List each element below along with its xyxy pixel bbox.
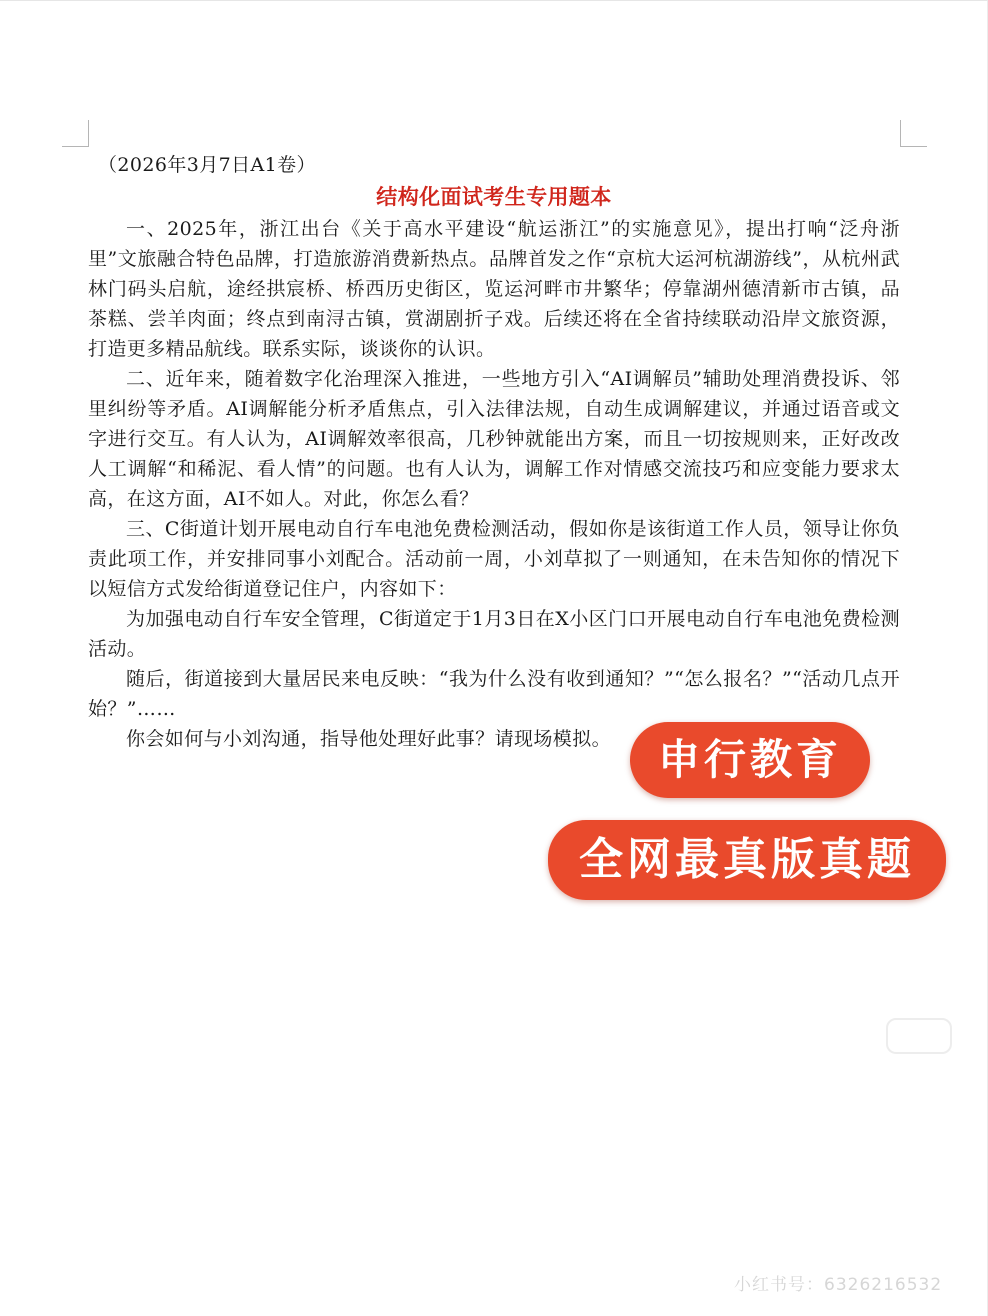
margin-mark-top-right <box>900 120 927 147</box>
page-title: 结构化面试考生专用题本 <box>376 184 612 209</box>
resident-feedback: 随后，街道接到大量居民来电反映：“我为什么没有收到通知？”“怎么报名？”“活动几点开始？”…… <box>88 668 900 720</box>
watermark-icon <box>886 1018 952 1054</box>
notice-content: 为加强电动自行车安全管理，C街道定于1月3日在X小区门口开展电动自行车电池免费检测活动。 <box>88 608 900 660</box>
question-1: 一、2025年，浙江出台《关于高水平建设“航运浙江”的实施意见》，提出打响“泛舟浙里”文旅融合特色品牌，打造旅游消费新热点。品牌首发之作“京杭大运河杭湖游线”，从杭州武林门码头启航，途经拱宸桥、桥西历史街区，览运河畔市井繁华；停靠湖州德清新市古镇，品茶糕、尝羊肉面；终点到南浔古镇，赏湖剧折子戏。后续还将在全省持续联动沿岸文旅资源，打造更多精品航线。联系实际，谈谈你的认识。 <box>88 218 900 360</box>
slogan-stamp: 全网最真版真题 <box>548 820 946 900</box>
question-3-task: 你会如何与小刘沟通，指导他处理好此事？请现场模拟。 <box>126 728 612 750</box>
question-2: 二、近年来，随着数字化治理深入推进，一些地方引入“AI调解员”辅助处理消费投诉、邻里纠纷等矛盾。AI调解能分析矛盾焦点，引入法律法规，自动生成调解建议，并通过语音或文字进行交互。有人认为，AI调解效率很高，几秒钟就能出方案，而且一切按规则来，正好改改人工调解“和稀泥、看人情”的问题。也有人认为，调解工作对情感交流技巧和应变能力要求太高，在这方面，AI不如人。对此，你怎么看？ <box>88 368 900 510</box>
margin-mark-top-left <box>62 120 89 147</box>
question-3: 三、C街道计划开展电动自行车电池免费检测活动，假如你是该街道工作人员，领导让你负责此项工作，并安排同事小刘配合。活动前一周，小刘草拟了一则通知，在未告知你的情况下以短信方式发给街道登记住户，内容如下： <box>88 518 900 600</box>
watermark-text: 小红书号：6326216532 <box>734 1275 943 1295</box>
brand-stamp: 申行教育 <box>630 722 870 798</box>
exam-date: （2026年3月7日A1卷） <box>98 154 316 176</box>
question-sheet <box>88 150 900 754</box>
